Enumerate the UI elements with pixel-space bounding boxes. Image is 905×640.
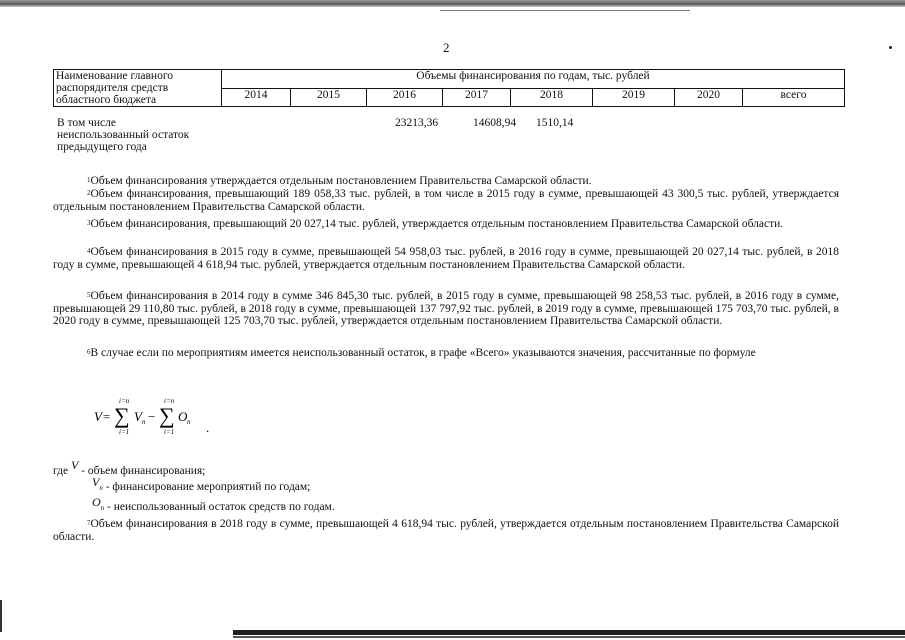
formula-term-o: O <box>178 409 188 424</box>
row-label-line: В том числе <box>57 117 116 129</box>
header-name-line: распорядителя средств <box>56 82 169 94</box>
scan-line <box>440 10 690 11</box>
legend-vn: Vn - финансирование мероприятий по годам; <box>92 475 311 493</box>
legend-vn-text: - финансирование мероприятий по годам; <box>105 481 311 493</box>
formula-lhs: V= <box>94 409 111 424</box>
scan-left-edge <box>0 600 2 632</box>
legend-on: On - неиспользованный остаток средств по годам. <box>92 495 335 513</box>
year-2014: 2014 <box>222 88 291 107</box>
year-2015: 2015 <box>291 88 367 107</box>
formula-trail: . <box>206 420 210 435</box>
scan-top-edge <box>0 0 905 7</box>
footnote-4: $^4$Объем финансирования в 2015 году в сумме, превышающей 54 958,03 тыс. рублей, в 2016 году в сумме, превышающей 20 027,14 тыс. рублей, в 2018 году в сумме, превышающей 4 618,94 тыс. рублей, утверждается отдельным постановлением Правительства Самарской области. <box>53 246 839 271</box>
formula-lower-1: i=1 <box>119 428 130 436</box>
formula-sub-1: n <box>142 418 146 426</box>
footnote-5: $^5$Объем финансирования в 2014 году в сумме 346 845,30 тыс. рублей, в 2015 году в сумме, превышающей 98 258,53 тыс. рублей, в 2016 году в сумме, превышающей 29 110,80 тыс. рублей, в 2018 году в сумме, превышающей 137 797,92 тыс. рублей, в 2019 году в сумме, превышающей 175 703,70 тыс. рублей, в 2020 году в сумме, превышающей 125 703,70 тыс. рублей, утверждается отдельным постановлением Правительства Самарской области. <box>53 290 839 328</box>
row-label-line: предыдущего года <box>57 141 147 153</box>
footnote-7: $^7$Объем финансирования в 2018 году в сумме, превышающей 4 618,94 тыс. рублей, утверждается отдельным постановлением Правительства Самарской области. <box>53 518 839 543</box>
financing-table <box>53 69 845 107</box>
value-2017: 14608,94 <box>473 117 517 129</box>
header-name-cell <box>54 70 222 107</box>
sum-sign-2: ∑ <box>159 403 175 428</box>
row-label-line: неиспользованный остаток <box>57 129 190 141</box>
footnote-3: $^3$Объем финансирования, превышающий 20 027,14 тыс. рублей, утверждается отдельным постановлением Правительства Самарской области. <box>87 218 784 230</box>
year-2017: 2017 <box>443 88 511 107</box>
row-label <box>57 117 227 153</box>
header-name-line: областного бюджета <box>56 94 157 106</box>
formula-upper-2: i=n <box>164 397 175 405</box>
scan-bottom-edge <box>233 630 905 635</box>
formula-term-v: V <box>134 409 142 424</box>
formula <box>94 396 224 440</box>
legend-where: где <box>53 465 69 477</box>
year-2016: 2016 <box>367 88 443 107</box>
year-2018: 2018 <box>511 88 593 107</box>
footnote-2: $^2$Объем финансирования, превышающий 189 058,33 тыс. рублей, в том числе в 2015 году в сумме, превышающей 43 300,5 тыс. рублей, утверждается отдельным постановлением Правительства Самарской области. <box>53 188 839 213</box>
year-2019: 2019 <box>593 88 675 107</box>
value-2018: 1510,14 <box>536 117 574 129</box>
legend-v-text: - объем финансирования; <box>81 465 206 477</box>
legend-v <box>53 458 206 478</box>
formula-sub-2: n <box>187 418 191 426</box>
legend-v-symbol: V <box>70 458 79 472</box>
header-group: Объемы финансирования по годам, тыс. рублей <box>222 70 845 89</box>
sum-sign-1: ∑ <box>114 403 130 428</box>
legend-vn-symbol: V <box>92 475 100 489</box>
formula-lower-2: i=1 <box>164 428 175 436</box>
scan-bottom-edge-2 <box>233 636 905 638</box>
legend-on-text: - неиспользованный остаток средств по годам. <box>107 501 335 513</box>
year-2020: 2020 <box>675 88 743 107</box>
legend-on-symbol: O <box>92 495 101 509</box>
formula-minus: − <box>148 409 156 424</box>
formula-upper-1: i=n <box>119 397 130 405</box>
scan-dot <box>889 46 892 49</box>
value-2016: 23213,36 <box>395 117 439 129</box>
page-number: 2 <box>443 40 450 55</box>
header-name-line: Наименование главного <box>56 70 174 82</box>
footnote-6: $^6$В случае если по мероприятиям имеется неиспользованный остаток, в графе «Всего» указываются значения, рассчитанные по формуле <box>87 347 756 359</box>
footnote-1: $^1$Объем финансирования утверждается отдельным постановлением Правительства Самарской области. <box>87 175 592 187</box>
year-total: всего <box>743 88 845 107</box>
